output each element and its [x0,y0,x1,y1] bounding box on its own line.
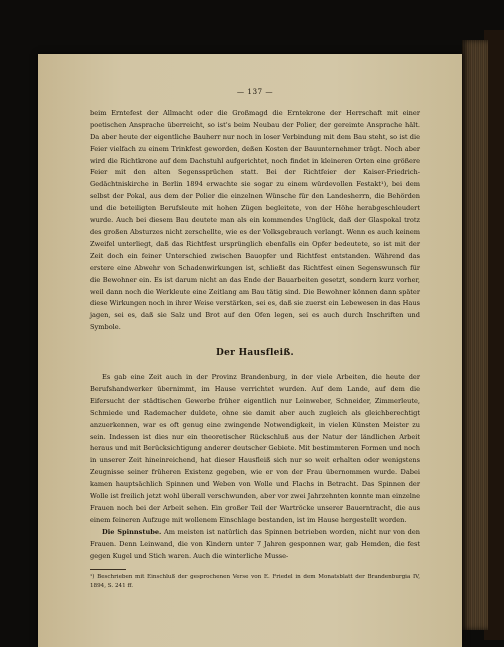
book-page [38,54,462,647]
section-heading: Der Hausfleiß. [216,348,294,359]
footnote [90,573,420,591]
paragraph-spinnstube [90,527,420,563]
footnote-rule [90,569,126,570]
page-edges [462,40,488,630]
spinnstube-run-in-heading: Die Spinnstube. [102,527,162,536]
footnote-line-1: ¹) Beschrieben mit Einschluß der gesprochenen Verse von E. Friedel in dem Monatsblatt der [90,573,365,580]
page-content [90,86,420,591]
paragraph-hausfleiss: Es gab eine Zeit auch in der Provinz Brandenburg, in der viele Arbeiten, die heute der Berufshandwerker übernimmt, im Hause verrichtet wurden. Auf dem Lande, auf dem die Eifersucht der städtischen Gewerbe früher eigentlich nur Leinweber, Schneider, Zimmerleute, Schmiede und Rademacher duldete, ohne sie damit aber auch zugleich als gleichberechtigt anzuerkennen, war es oft genug eine zwingende Notwendigkeit, in vielen Künsten Meister zu sein. Indessen ist dies nur ein theoretischer Rückschluß aus der Natur der ländlichen Arbeit heraus und mit Berücksichtigung anderer deutscher Gebiete. Mit bestimmteren Formen und noch in unserer Zeit hineinreichend, hat dieser Hausfleiß sich nur so weit erhalten oder wenigstens Zeugnisse seiner früheren Existenz gegeben, wie er von der Frau übernommen wurde. Dabei kamen hauptsächlich Spinnen und Weben von Wolle und Flachs in Betracht. Das Spinnen der Wolle ist freilich jetzt wohl überall verschwunden, aber vor zwei Jahrzehnten konnte man einzelne Frauen noch bei der Arbeit sehen. Ein großer Teil der Wartröcke unserer Bauerntracht, die aus einem feineren Aufzuge mit wollenem Einschlage bestanden, ist im Hause hergestellt worden. [90,373,420,524]
page-number: — 137 — [236,87,274,96]
paragraph-richtfest: beim Erntefest der Allmacht oder die Großmagd die Erntekrone der Herrschaft mit einer poetischen Ansprache überreicht, so ist's beim Neubau der Polier, der gereimte Ansprache hält. Da aber heute der eigentliche Bauherr nur noch in loser Verbindung mit dem Bau steht, so ist die Feier vielfach zu einem Trinkfest geworden, deßen Kosten der Bauunternehmer trägt. Noch aber wird die Richtkrone auf dem Dachstuhl aufgerichtet, noch findet in kleineren Orten eine größere Feier mit den alten Segenssprüchen statt. Bei der Richtfeier der Kaiser-Friedrich-Gedächtniskirche in Berlin 1894 erwachte sie sogar zu einem würdevollen Festakt¹), bei dem selbst der Pokal, aus dem der Polier die einzelnen Wünsche für den Landesherrn, die Behörden und die beteiligten Berufsleute mit hohen Zügen begleitete, von der Höhe herabgeschleudert wurde. Auch bei diesem Bau deutete man als ein kommendes Unglück, daß der Glaspokal trotz des großen Absturzes nicht zerschellte, wie es der Volksgebrauch verlangt. Wenn es auch keinem Zweifel unterliegt, daß das Richtfest ursprünglich ebenfalls ein Opfer bedeutete, so ist mit der Zeit doch ein feiner Unterschied zwischen Bauopfer und Richtfest entstanden. Während das erstere eine Abwehr von Schadenwirkungen ist, schließt das Richtfest einen Segenswunsch für die Bewohner ein. Es ist darum nicht an das Ende der Bauarbeiten gesetzt, sondern kurz vorher, weil dann noch die Werkleute eine Zeitlang am Bau tätig sind. Die Bewohner können dann später diese Wirkungen noch in ihrer Weise verstärken, sei es, daß sie zuerst ein Lebewesen in das Haus jagen, sei es, daß sie Salz und Brot auf den Ofen legen, sei es auch durch Inschriften und Symbole. [90,108,420,332]
spinnstube-text: Am meisten ist natürlich das Spinnen betrieben worden, nicht nur von den Frauen. Denn Leinwand, die von Kindern unter 7 Jahren gesponnen war, gab Hemden, die fest gegen Kugel und Stich waren. Auch die winterliche Musse- [90,527,420,560]
footnote-line-2: Brandenburgia IV, 1894, S. 241 ff. [90,573,421,589]
